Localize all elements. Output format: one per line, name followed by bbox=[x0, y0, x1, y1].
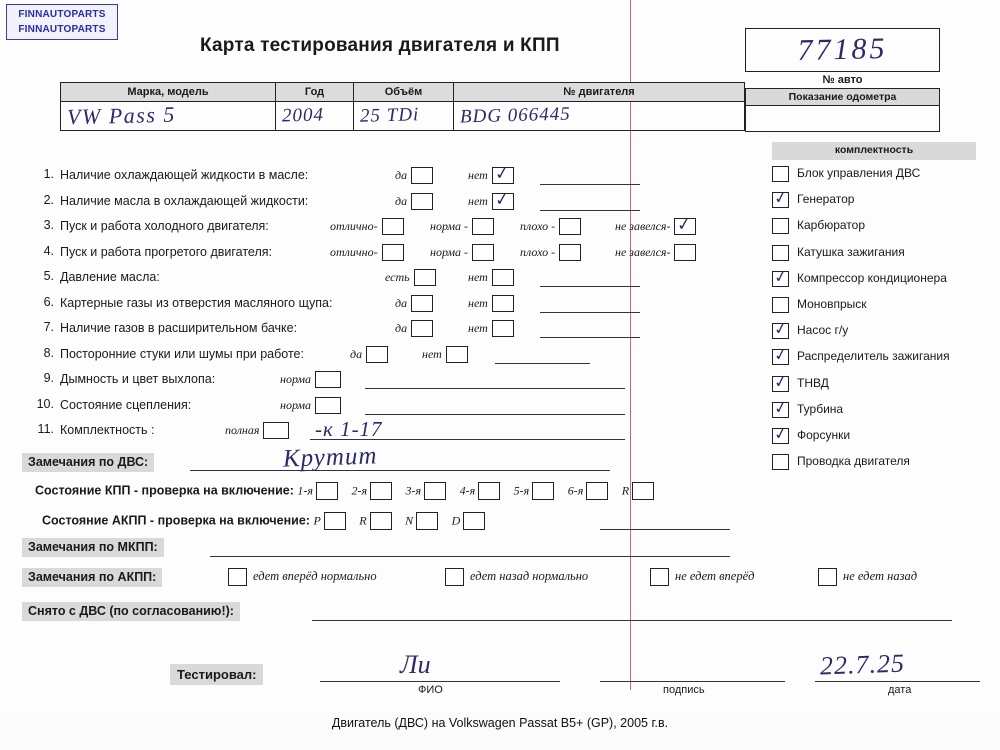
check-5-no-box[interactable] bbox=[492, 269, 514, 286]
complect-item-turbine[interactable]: ✓Турбина bbox=[772, 402, 987, 428]
check-row-3 bbox=[30, 218, 671, 244]
akpp-pos-r-box[interactable] bbox=[370, 512, 392, 530]
complect-item-alternator[interactable]: ✓Генератор bbox=[772, 192, 987, 218]
check-7-yes-box[interactable] bbox=[411, 320, 433, 337]
dvs-remarks-line[interactable] bbox=[190, 470, 610, 471]
check-2-option-yes[interactable]: да bbox=[395, 193, 433, 210]
complect-injection-pump-box[interactable] bbox=[772, 376, 789, 392]
check-row-1 bbox=[30, 167, 630, 193]
check-1-option-no[interactable]: нет✓ bbox=[468, 167, 514, 184]
akpp-state-line[interactable] bbox=[600, 529, 730, 530]
check-5-option-no[interactable]: нет bbox=[468, 269, 514, 286]
check-10-number: 10. bbox=[36, 396, 54, 411]
auto-number-handwritten: 77185 bbox=[797, 32, 888, 67]
check-6-no-box[interactable] bbox=[492, 295, 514, 312]
check-8-number: 8. bbox=[43, 345, 54, 360]
engine-number-handwritten: BDG 066445 bbox=[459, 103, 572, 128]
check-3-option-bad[interactable]: плохо - bbox=[520, 218, 581, 235]
check-3-excellent-box[interactable] bbox=[382, 218, 404, 235]
check-1-number: 1. bbox=[43, 167, 54, 181]
signature-line[interactable] bbox=[600, 681, 785, 682]
complect-monoinjection-box[interactable] bbox=[772, 297, 789, 313]
check-2-yes-box[interactable] bbox=[411, 193, 433, 210]
complect-turbine-box[interactable] bbox=[772, 402, 789, 418]
check-4-option-normal[interactable]: норма - bbox=[430, 244, 494, 261]
engine-checks-list bbox=[30, 167, 671, 448]
check-9-normal-box[interactable] bbox=[315, 371, 341, 388]
kpp-gear-3-box[interactable] bbox=[424, 482, 446, 500]
check-11-full-box[interactable] bbox=[263, 422, 289, 439]
complect-item-carburetor[interactable]: Карбюратор bbox=[772, 218, 987, 244]
check-9-label: Дымность и цвет выхлопа: bbox=[60, 372, 216, 386]
akpp-option-no-forward-box[interactable] bbox=[650, 568, 669, 586]
check-row-2 bbox=[30, 193, 630, 219]
header-volume: Объём bbox=[354, 83, 454, 102]
complect-item-ecu[interactable]: Блок управления ДВС bbox=[772, 166, 987, 192]
akpp-pos-p-box[interactable] bbox=[324, 512, 346, 530]
akpp-option-forward-ok-box[interactable] bbox=[228, 568, 247, 586]
mkpp-remarks-label: Замечания по МКПП: bbox=[22, 538, 164, 557]
kpp-gear-5-box[interactable] bbox=[532, 482, 554, 500]
dvs-remarks-handwritten: Крутит bbox=[282, 442, 378, 473]
check-2-number: 2. bbox=[43, 192, 54, 207]
check-8-option-yes[interactable]: да bbox=[350, 346, 388, 363]
kpp-gear-4-label: 4-я bbox=[459, 483, 476, 498]
make-model-handwritten: VW Pass 5 bbox=[66, 101, 177, 130]
check-10-option-normal[interactable]: норма bbox=[280, 397, 341, 414]
complect-distributor-box[interactable] bbox=[772, 349, 789, 365]
akpp-pos-p-label: P bbox=[313, 513, 321, 528]
check-6-option-yes[interactable]: да bbox=[395, 295, 433, 312]
signature-handwritten: Ли bbox=[400, 650, 431, 679]
removed-from-dvs-label: Снято с ДВС (по согласованию!): bbox=[22, 602, 240, 621]
check-4-option-nostart[interactable]: не завелся- bbox=[615, 244, 696, 261]
complect-ac-compressor-box[interactable] bbox=[772, 271, 789, 287]
complect-item-injectors[interactable]: ✓Форсунки bbox=[772, 428, 987, 454]
header-make-model: Марка, модель bbox=[61, 83, 276, 102]
check-3-label: Пуск и работа холодного двигателя: bbox=[60, 219, 269, 233]
check-4-bad-box[interactable] bbox=[559, 244, 581, 261]
check-2-label: Наличие масла в охлаждающей жидкости: bbox=[60, 193, 309, 208]
check-row-7 bbox=[30, 320, 630, 346]
check-row-5 bbox=[30, 269, 630, 295]
check-3-option-excellent[interactable]: отлично- bbox=[330, 218, 404, 235]
check-7-option-no[interactable]: нет bbox=[468, 320, 514, 337]
check-row-4 bbox=[30, 243, 671, 270]
kpp-gear-6-label: 6-я bbox=[567, 483, 584, 498]
check-1-yes-box[interactable] bbox=[411, 167, 433, 184]
check-9-option-normal[interactable]: норма bbox=[280, 371, 341, 388]
check-11-number: 11. bbox=[37, 422, 54, 436]
check-5-yes-box[interactable] bbox=[414, 269, 436, 286]
check-4-label: Пуск и работа прогретого двигателя: bbox=[60, 244, 272, 259]
kpp-gear-3-label: 3-я bbox=[405, 483, 422, 498]
check-6-yes-box[interactable] bbox=[411, 295, 433, 312]
kpp-gear-1-label: 1-я bbox=[297, 483, 313, 498]
vehicle-table-value-row bbox=[61, 102, 745, 131]
auto-number-caption: № авто bbox=[822, 74, 863, 86]
vehicle-table-header-row bbox=[61, 83, 745, 102]
check-2-no-box[interactable] bbox=[492, 193, 514, 210]
check-11-label: Комплектность : bbox=[60, 423, 155, 437]
check-4-option-bad[interactable]: плохо - bbox=[520, 244, 581, 261]
kpp-gear-1-box[interactable] bbox=[316, 482, 338, 500]
check-5-option-yes[interactable]: есть bbox=[385, 269, 436, 286]
complect-handwritten-note: -к 1-17 bbox=[315, 417, 383, 441]
kpp-gear-2-label: 2-я bbox=[351, 483, 368, 498]
check-10-normal-box[interactable] bbox=[315, 397, 341, 414]
kpp-gear-2-box[interactable] bbox=[370, 482, 392, 500]
check-7-option-yes[interactable]: да bbox=[395, 320, 433, 337]
check-8-label: Посторонние стуки или шумы при работе: bbox=[60, 346, 304, 361]
kpp-state-row bbox=[35, 482, 664, 500]
logo-line-2: FINNAUTOPARTS bbox=[18, 24, 106, 35]
vehicle-table bbox=[60, 82, 745, 131]
akpp-pos-r-label: R bbox=[359, 513, 367, 528]
check-8-no-box[interactable] bbox=[446, 346, 468, 363]
check-row-6 bbox=[30, 295, 630, 321]
check-3-option-nostart[interactable]: не завелся-✓ bbox=[615, 218, 696, 235]
complect-engine-wiring-box[interactable] bbox=[772, 454, 789, 470]
akpp-option-no-forward[interactable]: не едет вперёд bbox=[650, 568, 754, 586]
check-1-no-box[interactable] bbox=[492, 167, 514, 184]
year-handwritten: 2004 bbox=[281, 104, 325, 127]
akpp-option-no-reverse-box[interactable] bbox=[818, 568, 837, 586]
akpp-remarks-label: Замечания по АКПП: bbox=[22, 568, 162, 587]
page-title: Карта тестирования двигателя и КПП bbox=[200, 34, 560, 56]
check-6-number: 6. bbox=[43, 294, 54, 309]
kpp-gear-5-label: 5-я bbox=[513, 483, 530, 498]
check-7-no-box[interactable] bbox=[492, 320, 514, 337]
logo-line-1: FINNAUTOPARTS bbox=[18, 9, 106, 20]
akpp-pos-n-label: N bbox=[405, 513, 414, 528]
removed-from-dvs-line[interactable] bbox=[312, 620, 952, 621]
check-3-option-normal[interactable]: норма - bbox=[430, 218, 494, 235]
akpp-state-row bbox=[42, 512, 495, 530]
akpp-option-reverse-ok-box[interactable] bbox=[445, 568, 464, 586]
check-1-option-yes[interactable]: да bbox=[395, 167, 433, 184]
check-3-number: 3. bbox=[43, 218, 54, 232]
akpp-pos-n-box[interactable] bbox=[416, 512, 438, 530]
akpp-label: Состояние АКПП - проверка на включение: bbox=[42, 513, 310, 528]
image-caption: Двигатель (ДВС) на Volkswagen Passat B5+ (GP), 2005 г.в. bbox=[331, 716, 669, 730]
complect-ecu-box[interactable] bbox=[772, 166, 789, 182]
complect-header: комплектность bbox=[772, 142, 976, 160]
volume-handwritten: 25 TDi bbox=[359, 104, 420, 127]
kpp-gear-4-box[interactable] bbox=[478, 482, 500, 500]
check-2-option-no[interactable]: нет✓ bbox=[468, 193, 514, 210]
complect-item-power-steering-pump[interactable]: ✓Насос г/у bbox=[772, 323, 987, 349]
date-caption: дата bbox=[888, 684, 912, 696]
check-11-option-full[interactable]: полная bbox=[225, 422, 289, 439]
value-make-model[interactable] bbox=[61, 102, 276, 131]
check-4-option-excellent[interactable]: отлично- bbox=[330, 244, 404, 261]
check-4-normal-box[interactable] bbox=[472, 244, 494, 261]
kpp-gear-r-label: R bbox=[621, 483, 630, 498]
check-3-normal-box[interactable] bbox=[472, 218, 494, 235]
signature-caption: подпись bbox=[663, 684, 705, 696]
complect-item-engine-wiring[interactable]: Проводка двигателя bbox=[772, 454, 987, 480]
check-7-label: Наличие газов в расширительном бачке: bbox=[60, 321, 298, 335]
odometer-value[interactable] bbox=[745, 106, 940, 132]
complect-power-steering-pump-box[interactable] bbox=[772, 323, 789, 339]
kpp-gear-6-box[interactable] bbox=[586, 482, 608, 500]
check-6-label: Картерные газы из отверстия масляного щупа: bbox=[60, 295, 333, 310]
complect-carburetor-box[interactable] bbox=[772, 218, 789, 234]
complect-alternator-box[interactable] bbox=[772, 192, 789, 208]
check-3-nostart-box[interactable] bbox=[674, 218, 696, 235]
auto-number-box bbox=[745, 28, 940, 72]
mkpp-remarks-line[interactable] bbox=[210, 556, 730, 557]
complect-list bbox=[772, 166, 987, 480]
complect-item-ignition-coil[interactable]: Катушка зажигания bbox=[772, 245, 987, 271]
akpp-option-forward-ok[interactable]: едет вперёд нормально bbox=[228, 568, 377, 586]
complect-item-injection-pump[interactable]: ✓ТНВД bbox=[772, 376, 987, 402]
header-engine-number: № двигателя bbox=[454, 83, 745, 102]
fio-caption: ФИО bbox=[418, 684, 443, 696]
fio-line[interactable] bbox=[320, 681, 560, 682]
kpp-label: Состояние КПП - проверка на включение: bbox=[35, 483, 294, 498]
complect-item-monoinjection[interactable]: Моновпрыск bbox=[772, 297, 987, 323]
akpp-option-reverse-ok[interactable]: едет назад нормально bbox=[445, 568, 588, 586]
complect-item-distributor[interactable]: ✓Распределитель зажигания bbox=[772, 349, 987, 375]
odometer-caption: Показание одометра bbox=[745, 88, 940, 106]
check-row-8 bbox=[30, 346, 630, 372]
check-4-excellent-box[interactable] bbox=[382, 244, 404, 261]
complect-injectors-box[interactable] bbox=[772, 428, 789, 444]
check-row-9 bbox=[30, 371, 630, 397]
kpp-gear-r-box[interactable] bbox=[632, 482, 654, 500]
check-6-option-no[interactable]: нет bbox=[468, 295, 514, 312]
check-1-label: Наличие охлаждающей жидкости в масле: bbox=[60, 168, 309, 182]
value-volume[interactable] bbox=[354, 102, 454, 131]
check-5-number: 5. bbox=[43, 269, 54, 283]
check-7-number: 7. bbox=[43, 320, 54, 334]
check-4-number: 4. bbox=[43, 243, 54, 258]
header-year: Год bbox=[276, 83, 354, 102]
date-handwritten: 22.7.25 bbox=[819, 648, 906, 681]
check-5-label: Давление масла: bbox=[60, 270, 160, 284]
value-engine-number[interactable] bbox=[454, 102, 745, 131]
dvs-remarks-label: Замечания по ДВС: bbox=[22, 453, 154, 472]
akpp-option-no-reverse[interactable]: не едет назад bbox=[818, 568, 917, 586]
check-8-option-no[interactable]: нет bbox=[422, 346, 468, 363]
check-4-nostart-box[interactable] bbox=[674, 244, 696, 261]
check-9-number: 9. bbox=[43, 371, 54, 385]
check-8-yes-box[interactable] bbox=[366, 346, 388, 363]
complect-item-ac-compressor[interactable]: ✓Компрессор кондиционера bbox=[772, 271, 987, 297]
akpp-pos-d-box[interactable] bbox=[463, 512, 485, 530]
check-3-bad-box[interactable] bbox=[559, 218, 581, 235]
complect-ignition-coil-box[interactable] bbox=[772, 245, 789, 261]
date-line[interactable] bbox=[815, 681, 980, 682]
finnautoparts-logo bbox=[6, 4, 118, 40]
tested-by-label: Тестировал: bbox=[170, 664, 263, 685]
value-year[interactable] bbox=[276, 102, 354, 131]
check-10-label: Состояние сцепления: bbox=[60, 397, 192, 412]
akpp-pos-d-label: D bbox=[451, 513, 461, 528]
